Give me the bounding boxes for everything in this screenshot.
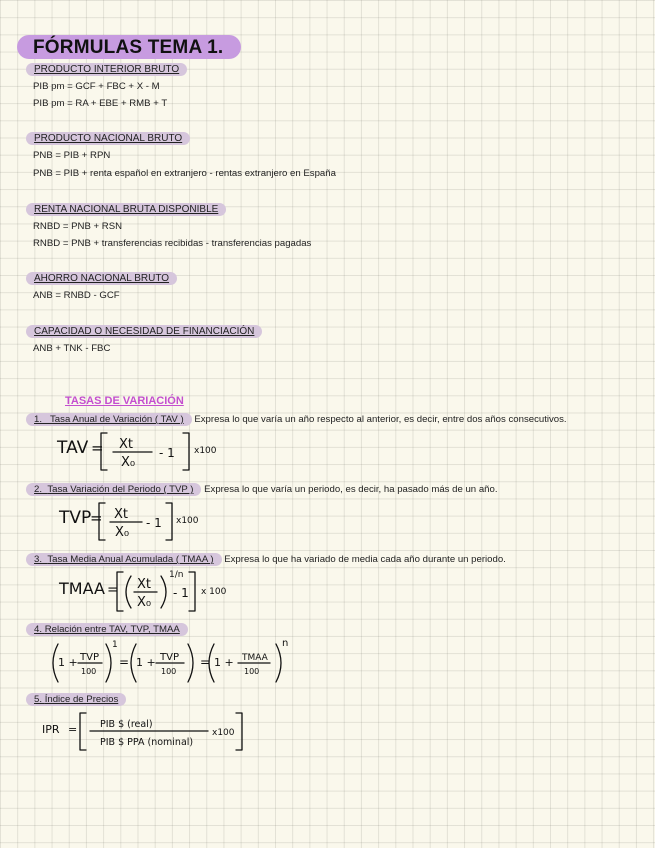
section-header-rnbd: RENTA NACIONAL BRUTA DISPONIBLE — [26, 203, 226, 216]
svg-text:PIB $ PPA (nominal): PIB $ PPA (nominal) — [100, 737, 194, 748]
svg-text:- 1: - 1 — [173, 586, 189, 600]
item-tav — [26, 414, 567, 425]
formula-tmaa — [57, 566, 247, 616]
svg-text:n: n — [282, 638, 289, 649]
formula-line: ANB + TNK - FBC — [33, 343, 111, 354]
svg-text:1 +: 1 + — [214, 656, 234, 669]
svg-text:X₀: X₀ — [137, 595, 152, 610]
svg-text:- 1: - 1 — [146, 516, 162, 530]
svg-text:TAV: TAV — [57, 438, 89, 458]
item-tmaa-tag: 3. Tasa Media Anual Acumulada ( TMAA ) — [26, 553, 222, 566]
formula-tav — [55, 428, 235, 474]
svg-text:=: = — [119, 655, 130, 669]
item-tav-desc: Expresa lo que varía un año respecto al anterior, es decir, entre dos años consecutivos. — [191, 414, 567, 425]
svg-text:x100: x100 — [176, 516, 199, 526]
svg-text:TVP: TVP — [160, 652, 179, 663]
formula-relacion — [48, 636, 298, 686]
svg-text:=: = — [91, 439, 104, 457]
svg-text:TMAA: TMAA — [59, 579, 105, 598]
item-indice-precios — [26, 694, 126, 705]
formula-line: PNB = PIB + RPN — [33, 150, 111, 161]
item-tmaa-desc: Expresa lo que ha variado de media cada año durante un periodo. — [221, 554, 506, 565]
formula-line: RNBD = PNB + RSN — [33, 221, 123, 232]
formula-line: PIB pm = RA + EBE + RMB + T — [33, 98, 168, 109]
svg-text:Xt: Xt — [114, 507, 129, 522]
item-tvp-desc: Expresa lo que varía un periodo, es decir, ha pasado más de un año. — [201, 484, 498, 495]
section-header-pib: PRODUCTO INTERIOR BRUTO — [26, 63, 187, 76]
tasas-title: TASAS DE VARIACIÓN — [65, 395, 184, 407]
item-tmaa — [26, 554, 506, 565]
formula-line: ANB = RNBD - GCF — [33, 290, 120, 301]
svg-text:IPR: IPR — [42, 723, 60, 736]
svg-text:=: = — [107, 582, 119, 598]
svg-text:1: 1 — [112, 640, 118, 650]
svg-text:X₀: X₀ — [121, 455, 136, 470]
section-header-pnb: PRODUCTO NACIONAL BRUTO — [26, 132, 190, 145]
formula-line: PNB = PIB + renta español en extranjero - rentas extranjero en España — [33, 168, 336, 179]
svg-text:1 +: 1 + — [58, 656, 78, 669]
item-tvp-tag: 2. Tasa Variación del Periodo ( TVP ) — [26, 483, 201, 496]
svg-text:100: 100 — [81, 667, 97, 676]
svg-text:1 +: 1 + — [136, 656, 156, 669]
item-relacion-tag: 4. Relación entre TAV, TVP, TMAA — [26, 623, 188, 636]
svg-text:=: = — [200, 655, 211, 669]
item-indice-tag: 5. Índice de Precios — [26, 693, 126, 706]
svg-text:Xt: Xt — [137, 577, 152, 592]
svg-text:x100: x100 — [212, 728, 235, 738]
section-header-anb: AHORRO NACIONAL BRUTO — [26, 272, 177, 285]
svg-text:PIB $ (real): PIB $ (real) — [100, 719, 153, 730]
formula-tvp — [57, 498, 237, 544]
svg-text:TVP: TVP — [80, 652, 99, 663]
svg-text:1/n: 1/n — [169, 570, 184, 580]
svg-text:=: = — [90, 509, 103, 527]
formula-line: RNBD = PNB + transferencias recibidas - transferencias pagadas — [33, 238, 312, 249]
svg-text:x100: x100 — [194, 446, 217, 456]
svg-text:- 1: - 1 — [159, 446, 175, 460]
page-title: FÓRMULAS TEMA 1. — [33, 37, 224, 58]
svg-text:Xt: Xt — [119, 437, 134, 452]
svg-text:100: 100 — [161, 667, 177, 676]
svg-text:=: = — [68, 723, 78, 736]
formula-line: PIB pm = GCF + FBC + X - M — [33, 81, 160, 92]
formula-ipr — [40, 708, 260, 754]
item-tav-tag: 1. Tasa Anual de Variación ( TAV ) — [26, 413, 192, 426]
item-relacion — [26, 624, 188, 635]
svg-text:100: 100 — [244, 667, 260, 676]
svg-text:X₀: X₀ — [115, 525, 130, 540]
item-tvp — [26, 484, 498, 495]
svg-text:TMAA: TMAA — [242, 653, 268, 663]
svg-text:TVP: TVP — [59, 508, 92, 528]
svg-text:x 100: x 100 — [201, 587, 227, 597]
section-header-financiacion: CAPACIDAD O NECESIDAD DE FINANCIACIÓN — [26, 325, 262, 338]
